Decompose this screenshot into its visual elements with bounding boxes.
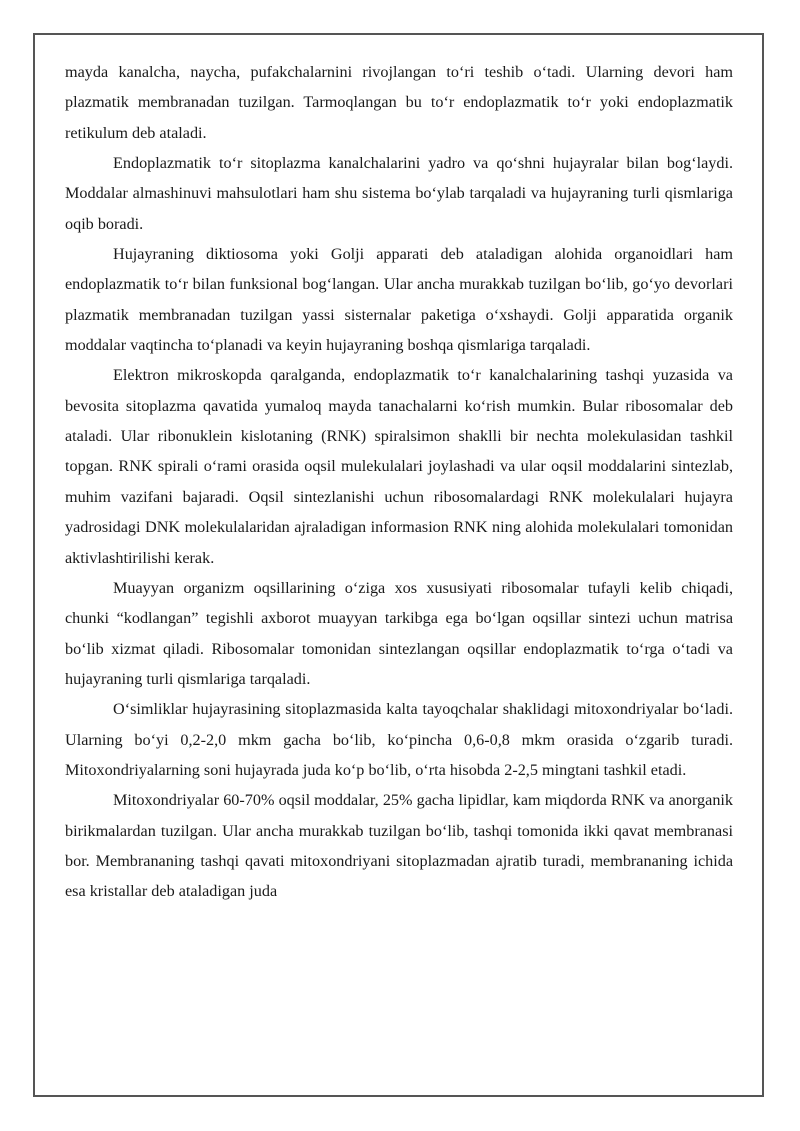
paragraph-golgi-apparatus: Hujayraning diktiosoma yoki Golji apparati deb ataladigan alohida organoidlari ham endoplazmatik to‘r bilan funksional bog‘langan. Ular ancha murakkab tuzilgan bo‘lib, go‘yo devorlari plazmatik membranadan tuzilgan yassi sisternalar paketiga o‘xshaydi. Golji apparatida organik moddalar vaqtincha to‘planadi va keyin hujayraning boshqa qismlariga tarqaladi. [65, 245, 733, 355]
paragraph-ribosomes: Elektron mikroskopda qaralganda, endoplazmatik to‘r kanalchalarining tashqi yuzasida va bevosita sitoplazma qavatida yumaloq mayda tanachalarni ko‘rish mumkin. Bular ribosomalar deb ataladi. Ular ribonuklein kislotaning (RNK) spiralsimon shaklli bir nechta molekulasidan tashkil topgan. RNK spirali o‘rami orasida oqsil mulekulalari joylashadi va ular oqsil moddalarini sintezlab, muhim vazifani bajaradi. Oqsil sintezlanishi uchun ribosomalardagi RNK molekulalari hujayra yadrosidagi DNK molekulalaridan ajraladigan informasion RNK ning alohida molekulalari tomonidan aktivlashtirilishi kerak. [65, 366, 733, 567]
paragraph-protein-synthesis: Muayyan organizm oqsillarining o‘ziga xos xususiyati ribosomalar tufayli kelib chiqadi, chunki “kodlangan” tegishli axborot muayyan tarkibga ega bo‘lgan oqsillar sintezi uchun matrisa bo‘lib xizmat qiladi. Ribosomalar tomonidan sintezlangan oqsillar endoplazmatik to‘rga o‘tadi va hujayraning turli qismlariga tarqaladi. [65, 578, 733, 688]
paragraph-endoplasmic-reticulum-intro: mayda kanalcha, naycha, pufakchalarnini rivojlangan to‘ri teshib o‘tadi. Ularning devori ham plazmatik membranadan tuzilgan. Tarmoqlangan bu to‘r endoplazmatik to‘r yoki endoplazmatik retikulum deb ataladi. [65, 63, 733, 142]
paragraph-mitochondria-composition: Mitoxondriyalar 60-70% oqsil moddalar, 25% gacha lipidlar, kam miqdorda RNK va anorganik birikmalardan tuzilgan. Ular ancha murakkab tuzilgan bo‘lib, tashqi tomonida ikki qavat membranasi bor. Membrananing tashqi qavati mitoxondriyani sitoplazmadan ajratib turadi, membrananing ichida esa kristallar deb ataladigan juda [65, 791, 733, 901]
page-body-text [65, 57, 733, 907]
paragraph-endoplasmic-reticulum-function: Endoplazmatik to‘r sitoplazma kanalchalarini yadro va qo‘shni hujayralar bilan bog‘laydi. Moddalar almashinuvi mahsulotlari ham shu sistema bo‘ylab tarqaladi va hujayraning turli qismlariga oqib boradi. [65, 154, 733, 233]
paragraph-mitochondria-size: O‘simliklar hujayrasining sitoplazmasida kalta tayoqchalar shaklidagi mitoxondriyalar bo‘ladi. Ularning bo‘yi 0,2-2,0 mkm gacha bo‘lib, ko‘pincha 0,6-0,8 mkm orasida o‘zgarib turadi. Mitoxondriyalarning soni hujayrada juda ko‘p bo‘lib, o‘rta hisobda 2-2,5 mingtani tashkil etadi. [65, 700, 733, 779]
page-frame [33, 33, 764, 1097]
